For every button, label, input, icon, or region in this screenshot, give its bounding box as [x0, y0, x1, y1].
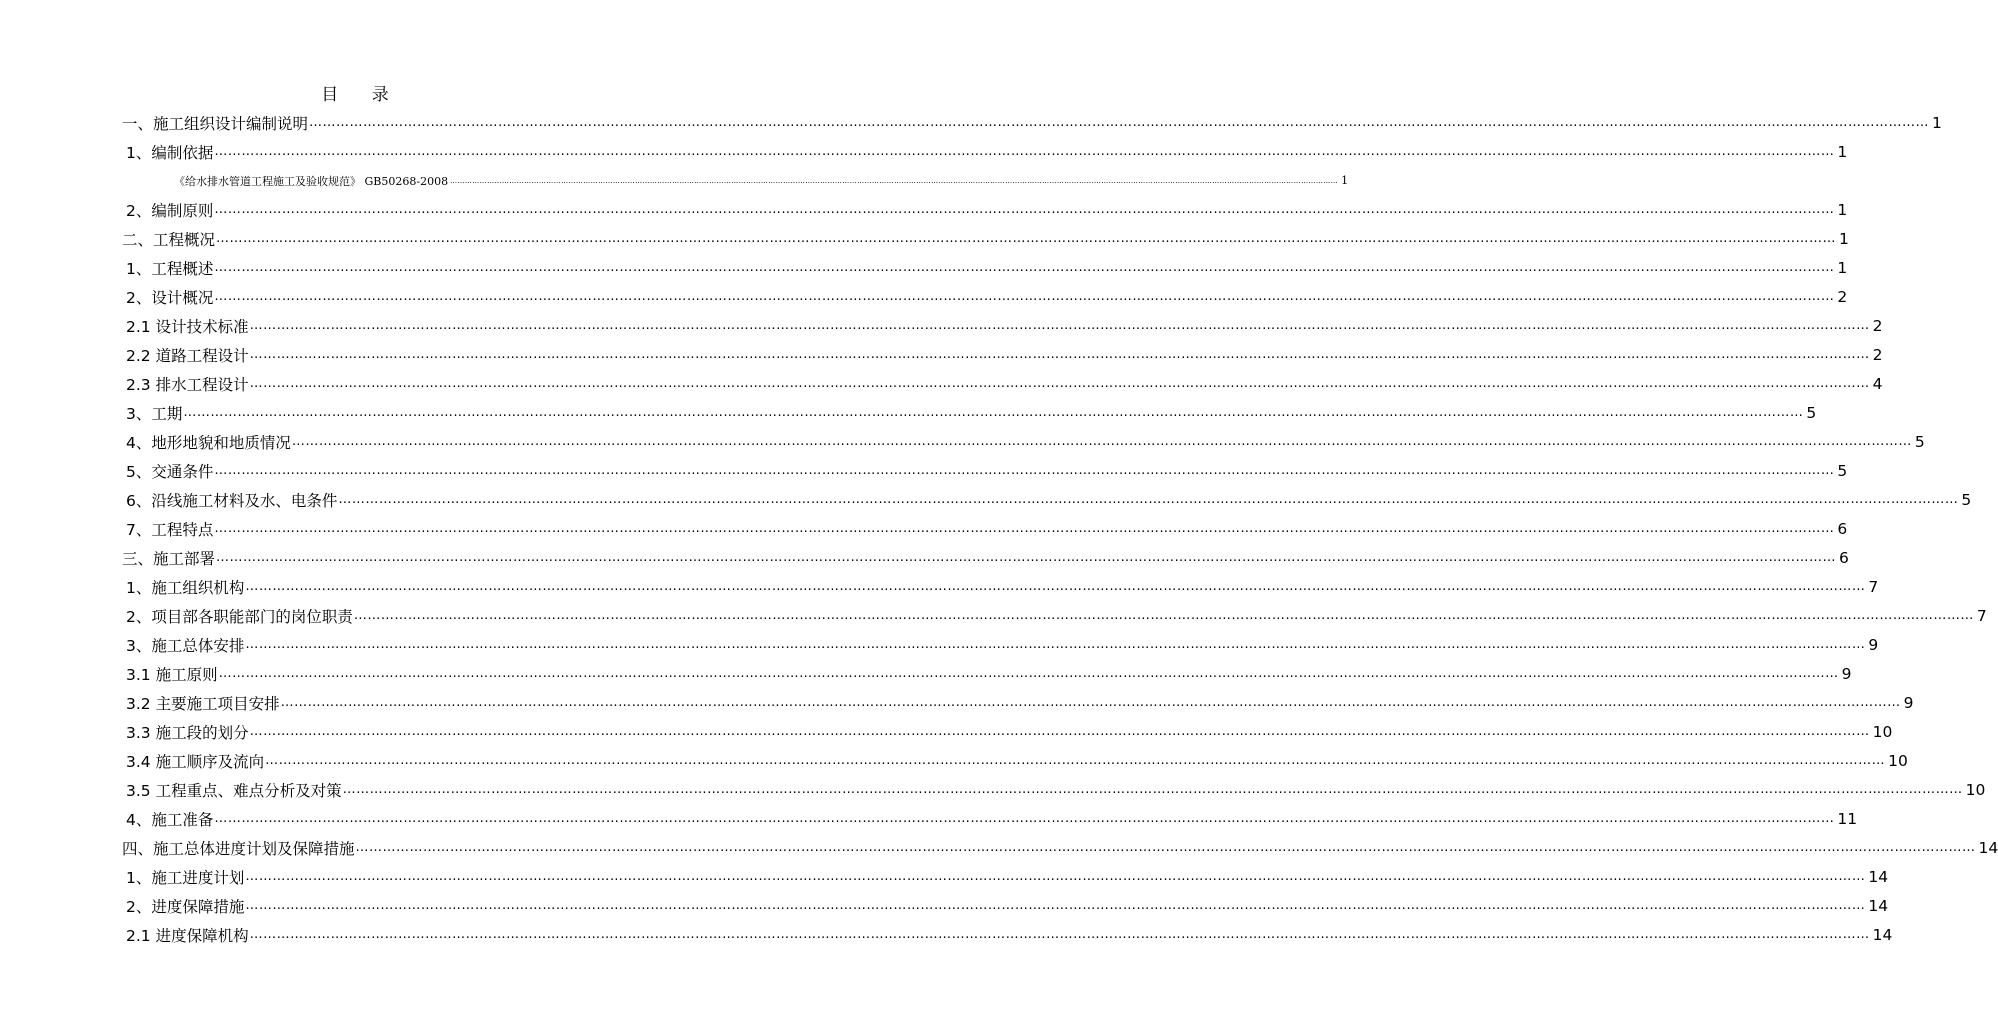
toc-entry	[126, 398, 1817, 427]
toc-entry	[126, 746, 1908, 775]
toc-entry-label: 3.5 工程重点、难点分析及对策	[126, 781, 342, 800]
toc-entry-page: 14	[1868, 896, 1889, 915]
toc-entry	[122, 108, 1942, 137]
toc-entry-label: 5、交通条件	[126, 462, 214, 481]
toc-entry-page: 4	[1872, 374, 1883, 393]
toc-entry	[126, 920, 1893, 949]
toc-entry-label: 3.2 主要施工项目安排	[126, 694, 280, 713]
toc-entry-label: 1、工程概述	[126, 259, 214, 278]
toc-entry	[126, 137, 1848, 166]
toc-leader-dots: ………………………………………………………………………………………………………………………………………………………………………………………………………………………………………………………………………………………………………………………………	[183, 405, 1804, 420]
toc-leader-dots: ………………………………………………………………………………………………………………………………………………………………………………………………………………………………………………………………………………………………………………………………	[245, 869, 1866, 884]
toc-leader-dots: ………………………………………………………………………………………………………………………………………………………………………………………………………………………………………………………………………………………………………………………………	[245, 579, 1866, 594]
toc-leader-dots: ………………………………………………………………………………………………………………………………………………………………………………………………………………………………………………………………………………………………………………………………	[342, 782, 1963, 797]
toc-entry-label: 2.3 排水工程设计	[126, 375, 249, 394]
toc-entry-page: 14	[1872, 925, 1893, 944]
toc-entry	[174, 166, 1349, 195]
toc-leader-dots: ………………………………………………………………………………………………………………………………………………………………………………………………………………………………………………………………………………………………………………………………	[280, 695, 1901, 710]
toc-entry-page: 1	[1837, 142, 1848, 161]
toc-entry-label: 二、工程概况	[122, 230, 216, 249]
toc-entry-page: 7	[1976, 606, 1987, 625]
toc-leader-dots: ………………………………………………………………………………………………………………………………………………………………………………………………………………………………………………………………………………………………………………………………	[249, 347, 1870, 362]
toc-entry	[126, 601, 1987, 630]
toc-entry-label: 1、施工组织机构	[126, 578, 245, 597]
toc-entry-page: 14	[1868, 867, 1889, 886]
toc-leader-dots: ………………………………………………………………………………………………………………………………………………………………………………………………………………………………………………………………………………………………………………………………	[249, 724, 1870, 739]
toc-entry-label: 4、地形地貌和地质情况	[126, 433, 291, 452]
toc-entry-page: 5	[1837, 461, 1848, 480]
toc-leader-dots: ………………………………………………………………………………………………………………………………………………………………………………………………………………………………………………………………………………………………………………………………	[265, 753, 1886, 768]
toc-entry	[126, 514, 1848, 543]
toc-entry-page: 9	[1903, 693, 1914, 712]
toc-leader-dots: ………………………………………………………………………………………………………………………………………………………………………………………………………………………………………………………………………………………………………………………………	[249, 927, 1870, 942]
toc-entry-page: 10	[1965, 780, 1986, 799]
toc-entry	[126, 862, 1889, 891]
toc-entry-page: 2	[1872, 316, 1883, 335]
toc-entry	[126, 340, 1883, 369]
toc-leader-dots: ………………………………………………………………………………………………………………………………………………………………………………………………………………………………………………………………………………………………………………………………	[214, 289, 1835, 304]
toc-leader-dots: ………………………………………………………………………………………………………………………………………………………………………………………………………………………………………………………………………………………………………………………………	[214, 202, 1835, 217]
toc-leader-dots: ………………………………………………………………………………………………………………………………………………………………………………………………………………………………………………………………………………………………………………………………	[249, 318, 1870, 333]
toc-entry	[126, 688, 1914, 717]
toc-entry-label: 三、施工部署	[122, 549, 216, 568]
toc-entry	[126, 282, 1848, 311]
toc-entry-page: 1	[1932, 113, 1942, 132]
toc-entry-page: 9	[1841, 664, 1852, 683]
toc-entry-page: 9	[1868, 635, 1879, 654]
toc-entry	[126, 630, 1879, 659]
toc-entry-label: 1、编制依据	[126, 143, 214, 162]
toc-entry-label: 2.1 进度保障机构	[126, 926, 249, 945]
toc-entry-page: 1	[1837, 200, 1848, 219]
toc-leader-dots: ………………………………………………………………………………………………………………………………………………………………………………………………………………………………………………………………………………………………………………………………	[309, 115, 1930, 130]
toc-entry-page: 11	[1837, 809, 1858, 828]
toc-entry-label: 3.3 施工段的划分	[126, 723, 249, 742]
toc-leader-dots: ………………………………………………………………………………………………………………………………………………………………………………………………………………………………………………………………………………………………………………………………	[214, 260, 1835, 275]
toc-leader-dots: ………………………………………………………………………………………………………………………………………………………………………………………………………………………………………………………………………………………………………………………………	[216, 550, 1837, 565]
toc-leader-dots: ………………………………………………………………………………………………………………………………………………………………………………………………………………………………………………………………………………………………………………………………	[214, 811, 1835, 826]
toc-entry-label: 7、工程特点	[126, 520, 214, 539]
toc-entry	[126, 427, 1925, 456]
toc-entry	[126, 775, 1986, 804]
toc-entry	[126, 195, 1848, 224]
toc-entry-page: 10	[1872, 722, 1893, 741]
toc-entry-page: 1	[1839, 229, 1849, 248]
toc-leader-dots: ………………………………………………………………………………………………………………………………………………………………………………………………………………………………………………………………………………………………………………………………	[450, 176, 1339, 185]
toc-entry-page: 1	[1837, 258, 1848, 277]
toc-entry-label: 3.1 施工原则	[126, 665, 218, 684]
toc-entry-label: 2.1 设计技术标准	[126, 317, 249, 336]
toc-leader-dots: ………………………………………………………………………………………………………………………………………………………………………………………………………………………………………………………………………………………………………………………………	[214, 463, 1835, 478]
toc-entry-label: 6、沿线施工材料及水、电条件	[126, 491, 338, 510]
toc-entry	[126, 804, 1858, 833]
toc-entry-page: 7	[1868, 577, 1879, 596]
toc-entry-label: 2、设计概况	[126, 288, 214, 307]
toc-leader-dots: ………………………………………………………………………………………………………………………………………………………………………………………………………………………………………………………………………………………………………………………………	[245, 637, 1866, 652]
toc-entry-label: 4、施工准备	[126, 810, 214, 829]
toc-entry-label: 3.4 施工顺序及流向	[126, 752, 265, 771]
toc-entry	[126, 485, 1972, 514]
toc-entry-page: 6	[1837, 519, 1848, 538]
toc-leader-dots: ………………………………………………………………………………………………………………………………………………………………………………………………………………………………………………………………………………………………………………………………	[218, 666, 1839, 681]
toc-entry	[126, 572, 1879, 601]
toc-entry-page: 2	[1837, 287, 1848, 306]
toc-entry	[126, 717, 1893, 746]
toc-leader-dots: ………………………………………………………………………………………………………………………………………………………………………………………………………………………………………………………………………………………………………………………………	[214, 521, 1835, 536]
toc-entry-page: 14	[1978, 838, 1998, 857]
toc-title: 目 录	[321, 85, 403, 105]
toc-entry	[126, 369, 1883, 398]
toc-entry	[126, 891, 1889, 920]
toc-entry-label: 2、项目部各职能部门的岗位职责	[126, 607, 353, 626]
toc-leader-dots: ………………………………………………………………………………………………………………………………………………………………………………………………………………………………………………………………………………………………………………………………	[245, 898, 1866, 913]
toc-entry-label: 2.2 道路工程设计	[126, 346, 249, 365]
toc-entry-page: 2	[1872, 345, 1883, 364]
toc-entry-label: 1、施工进度计划	[126, 868, 245, 887]
toc-entry	[126, 456, 1848, 485]
toc-entry-page: 5	[1914, 432, 1925, 451]
toc-entry-label: 《给水排水管道工程施工及验收规范》 GB50268-2008	[174, 174, 449, 188]
toc-entry-page: 6	[1839, 548, 1849, 567]
toc-entry-label: 2、进度保障措施	[126, 897, 245, 916]
toc-entry-page: 1	[1341, 174, 1349, 187]
toc-leader-dots: ………………………………………………………………………………………………………………………………………………………………………………………………………………………………………………………………………………………………………………………………	[355, 840, 1976, 855]
toc-entry	[122, 833, 1998, 862]
toc-entry-label: 3、施工总体安排	[126, 636, 245, 655]
toc-leader-dots: ………………………………………………………………………………………………………………………………………………………………………………………………………………………………………………………………………………………………………………………………	[353, 608, 1974, 623]
toc-entry	[126, 311, 1883, 340]
toc-leader-dots: ………………………………………………………………………………………………………………………………………………………………………………………………………………………………………………………………………………………………………………………………	[249, 376, 1870, 391]
toc-entry	[126, 659, 1852, 688]
toc-entry	[126, 253, 1848, 282]
toc-entry	[122, 543, 1849, 572]
toc-entry-label: 四、施工总体进度计划及保障措施	[122, 839, 355, 858]
toc-entry-label: 一、施工组织设计编制说明	[122, 114, 309, 133]
toc-leader-dots: ………………………………………………………………………………………………………………………………………………………………………………………………………………………………………………………………………………………………………………………………	[216, 231, 1837, 246]
toc-entry-page: 10	[1888, 751, 1908, 770]
toc-entry-label: 3、工期	[126, 404, 183, 423]
toc-leader-dots: ………………………………………………………………………………………………………………………………………………………………………………………………………………………………………………………………………………………………………………………………	[214, 144, 1835, 159]
toc-entry-page: 5	[1961, 490, 1972, 509]
toc-leader-dots: ………………………………………………………………………………………………………………………………………………………………………………………………………………………………………………………………………………………………………………………………	[338, 492, 1959, 507]
toc-entry-label: 2、编制原则	[126, 201, 214, 220]
toc-entry-page: 5	[1806, 403, 1817, 422]
toc-leader-dots: ………………………………………………………………………………………………………………………………………………………………………………………………………………………………………………………………………………………………………………………………	[291, 434, 1912, 449]
toc-entry	[122, 224, 1849, 253]
